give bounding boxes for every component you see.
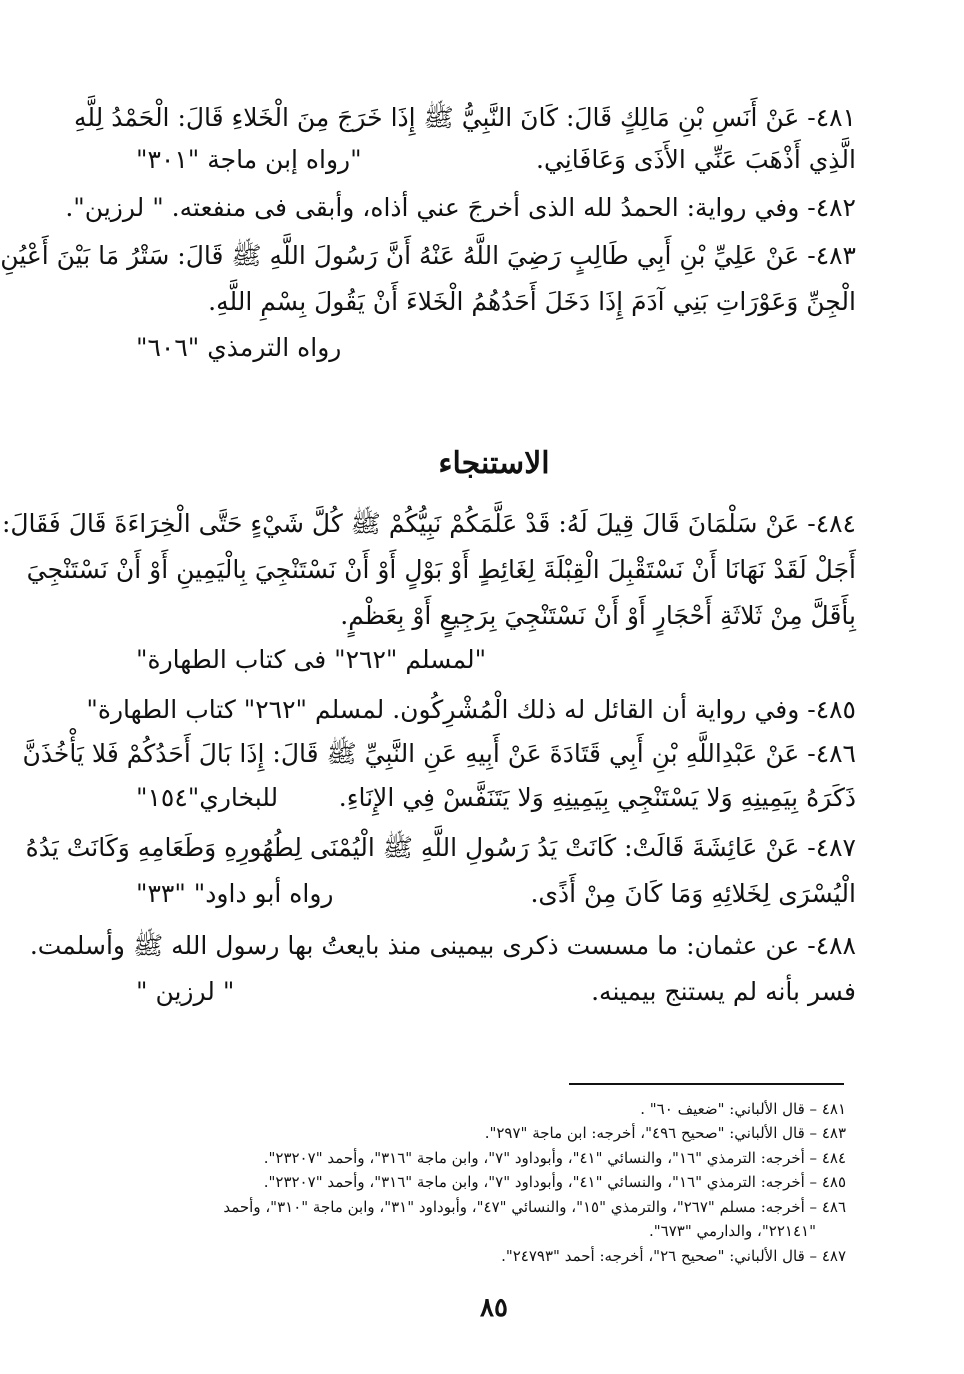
hadith-484-source: "لمسلم "٢٦٢" فى كتاب الطهارة" [136, 645, 487, 674]
footnote-484: ٤٨٤ – أخرجه: الترمذي "١٦"، والنسائي "٤١"، وأبوداود "٧"، وابن ماجة "٣١٦"، وأحمد "٢٣٢٠٧". [263, 1149, 846, 1167]
hadith-481-line-1: ٤٨١- عَنْ أَنَسِ بْنِ مَالِكٍ قَالَ: كَانَ النَّبِيُّ ﷺ إِذَا خَرَجَ مِنَ الْخَلاءِ قَالَ: الْحَمْدُ لِلَّهِ [73, 103, 856, 132]
page-number: ٨٥ [480, 1293, 508, 1323]
hadith-484-line-2: أَجَلْ لَقَدْ نَهَانَا أَنْ نَسْتَقْبِلَ الْقِبْلَةَ لِغَائِطٍ أَوْ بَوْلٍ أَوْ أَنْ نَسْتَنْجِيَ بِالْيَمِينِ أَوْ أَنْ نَسْتَنْجِيَ [26, 555, 856, 584]
hadith-481-line-2 [136, 140, 856, 180]
hadith-487-line-2 [136, 874, 856, 914]
hadith-481-source: "رواه إبن ماجة "٣٠١" [136, 145, 362, 174]
hadith-488-line-2 [136, 972, 856, 1012]
footnote-483: ٤٨٣ – قال الألباني: "صحيح ٤٩٦"، أخرجه: ابن ماجة "٢٩٧". [484, 1124, 846, 1142]
section-title: الاستنجاء [438, 446, 550, 481]
hadith-488-text: فسر بأنه لم يستنج بيمينه. [591, 977, 856, 1006]
hadith-483-line-2: الْجِنِّ وَعَوْرَاتِ بَنِي آدَمَ إِذَا دَخَلَ أَحَدُهُمُ الْخَلاءَ أَنْ يَقُولَ بِسْمِ اللَّهِ. [208, 287, 856, 316]
hadith-484-line-3: بِأَقَلَّ مِنْ ثَلاثَةِ أَحْجَارٍ أَوْ أَنْ نَسْتَنْجِيَ بِرَجِيعٍ أَوْ بِعَظْمٍ. [340, 601, 856, 630]
hadith-486-text: ذَكَرَهُ بِيَمِينِهِ وَلا يَسْتَنْجِي بِيَمِينِهِ وَلا يَتَنَفَّسْ فِي الإِنَاءِ. [338, 783, 856, 812]
hadith-486-source: للبخاري"١٥٤" [136, 783, 279, 812]
footnote-divider [569, 1083, 844, 1085]
footnote-485: ٤٨٥ – أخرجه: الترمذي "١٦"، والنسائي "٤١"، وأبوداود "٧"، وابن ماجة "٣١٦"، وأحمد "٢٣٢٠٧". [263, 1173, 846, 1191]
footnote-487: ٤٨٧ – قال الألباني: "صحيح ٢٦"، أخرجه: أحمد "٢٤٧٩٣". [501, 1247, 846, 1265]
hadith-487-text: الْيُسْرَى لِخَلائِهِ وَمَا كَانَ مِنْ أَذًى. [530, 879, 856, 908]
hadith-481-text: الَّذِي أَذْهَبَ عَنِّي الأَذَى وَعَافَانِي. [536, 145, 856, 174]
hadith-484-line-1: ٤٨٤- عَنْ سَلْمَانَ قَالَ قِيلَ لَهُ: قَدْ عَلَّمَكُمْ نَبِيُّكُمْ ﷺ كُلَّ شَيْءٍ حَتَّى الْخِرَاءَةَ قَالَ فَقَالَ: [1, 509, 856, 538]
hadith-483-line-1: ٤٨٣- عَنْ عَلِيِّ بْنِ أَبِي طَالِبٍ رَضِيَ اللَّهُ عَنْهُ أَنَّ رَسُولَ اللَّهِ ﷺ قَالَ: سَتْرُ مَا بَيْنَ أَعْيُنِ [0, 241, 856, 270]
hadith-486-line-1: ٤٨٦- عَنْ عَبْدِاللَّهِ بْنِ أَبِي قَتَادَةَ عَنْ أَبِيهِ عَنِ النَّبِيِّ ﷺ قَالَ: إِذَا بَالَ أَحَدُكُمْ فَلا يَأْخُذَنَّ [22, 739, 856, 768]
footnote-481: ٤٨١ – قال الألباني: "ضعيف ٦٠" . [640, 1100, 846, 1118]
hadith-487-line-1: ٤٨٧- عَنْ عَائِشَةَ قَالَتْ: كَانَتْ يَدُ رَسُولِ اللَّهِ ﷺ الْيُمْنَى لِطُهُورِهِ وَطَعَامِهِ وَكَانَتْ يَدُهُ [25, 833, 856, 862]
footnote-486: ٤٨٦ – أخرجه: مسلم "٢٦٧"، والترمذي "١٥"، والنسائي "٤٧"، وأبوداود "٣١"، وابن ماجة "٣١٠"، وأحمد [223, 1198, 846, 1216]
hadith-482-line-1: ٤٨٢- وفي رواية: الحمدُ لله الذى أخرجَ عني أذاه، وأبقى فى منفعته. " لرزين". [65, 193, 856, 222]
footnote-486-cont: "٢٢١٤١"، والدارمي "٦٧٣". [648, 1222, 816, 1240]
hadith-483-source: رواه الترمذي "٦٠٦" [136, 333, 342, 362]
hadith-487-source: رواه أبو داود" "٣٣" [136, 879, 334, 908]
hadith-485-line-1: ٤٨٥- وفي رواية أن القائل له ذلك الْمُشْرِكُون. لمسلم "٢٦٢" كتاب الطهارة" [86, 695, 856, 724]
hadith-486-line-2 [136, 778, 856, 818]
hadith-488-source: " لرزين " [136, 977, 235, 1006]
hadith-488-line-1: ٤٨٨- عن عثمان: ما مسست ذكرى بيمينى منذ بايعتُ بها رسول الله ﷺ وأسلمت. [29, 931, 856, 960]
